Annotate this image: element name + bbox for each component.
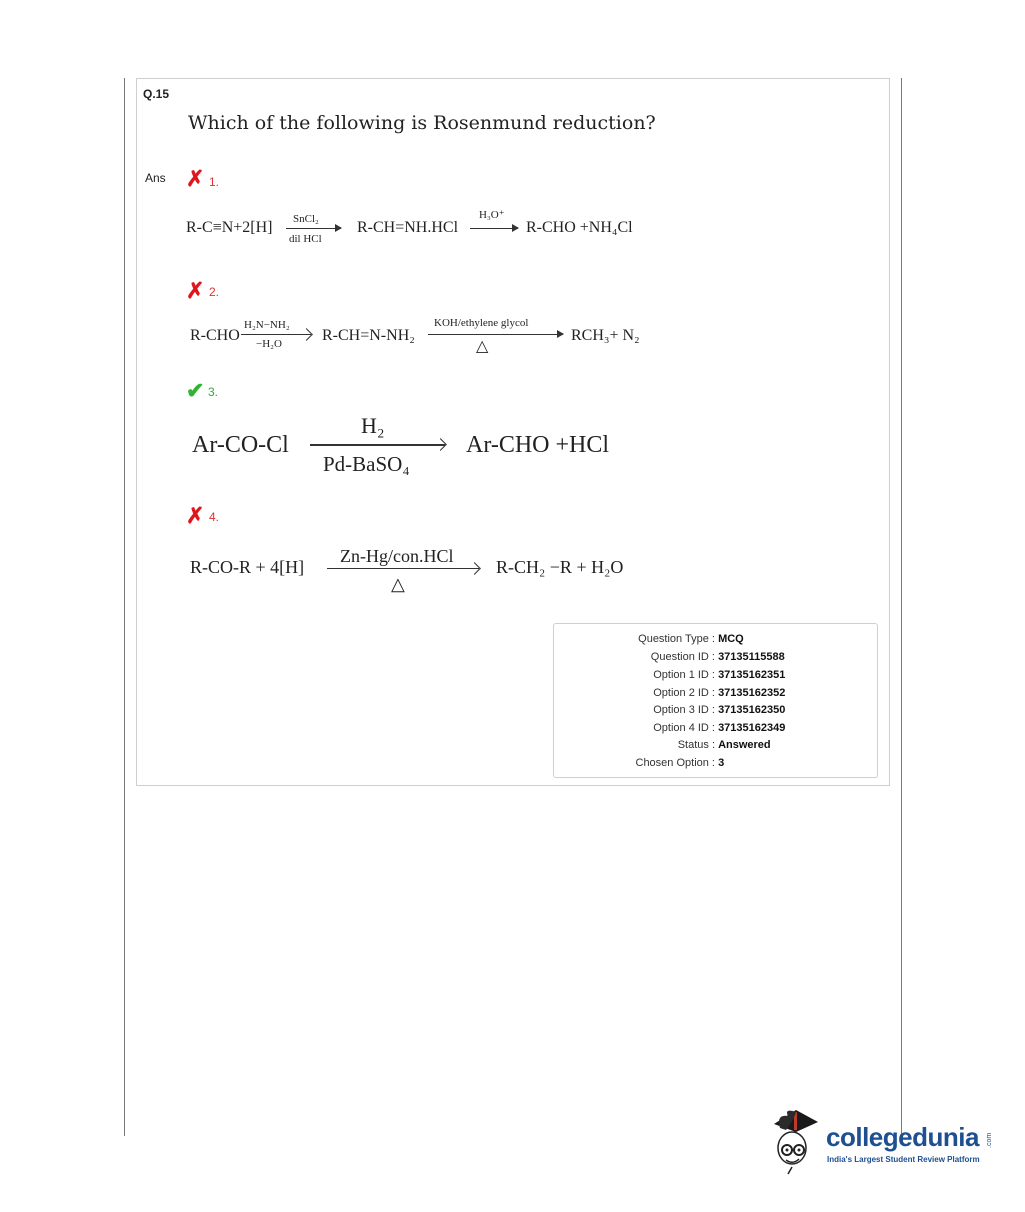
reactant: R-CHO bbox=[190, 327, 240, 344]
product: R-CHO +NH₄Cl bbox=[526, 219, 633, 236]
ans-label: Ans bbox=[145, 171, 166, 185]
question-info-box bbox=[553, 623, 878, 778]
reagent-top: H₂ bbox=[361, 413, 385, 438]
info-option4-id: Option 4 ID : 37135162349 bbox=[653, 722, 786, 734]
info-question-type: Question Type : MCQ bbox=[638, 633, 744, 645]
product: Ar-CHO +HCl bbox=[466, 432, 610, 458]
heat-icon: △ bbox=[391, 574, 405, 594]
reagent-top: SnCl₂ bbox=[293, 213, 319, 225]
intermediate: R-CH=NH.HCl bbox=[357, 219, 459, 236]
cross-icon: ✗ bbox=[186, 166, 205, 191]
info-option2-id: Option 2 ID : 37135162352 bbox=[653, 687, 786, 699]
logo-suffix: .com bbox=[986, 1132, 993, 1148]
check-icon: ✔ bbox=[186, 378, 205, 403]
reactant: Ar-CO-Cl bbox=[192, 432, 289, 458]
reagent-top-2: KOH/ethylene glycol bbox=[434, 317, 529, 329]
info-status: Status : Answered bbox=[677, 739, 771, 751]
reactant: R-CO-R + 4[H] bbox=[190, 557, 305, 577]
reaction-arrow-2 bbox=[428, 334, 563, 335]
reagent-top: Zn-Hg/con.HCl bbox=[340, 546, 454, 566]
reaction-arrow bbox=[286, 228, 341, 229]
question-text: Which of the following is Rosenmund reduction? bbox=[188, 112, 656, 134]
reactant: R-C≡N+2[H] bbox=[186, 219, 273, 236]
logo-text: collegedunia bbox=[826, 1122, 979, 1152]
option-number: 1. bbox=[209, 175, 220, 189]
reagent-bottom: Pd-BaSO₄ bbox=[323, 452, 410, 476]
intermediate: R-CH=N-NH₂ bbox=[322, 327, 415, 344]
product: RCH₃+ N₂ bbox=[571, 327, 640, 344]
info-option3-id: Option 3 ID : 37135162350 bbox=[653, 704, 786, 716]
reaction-arrow bbox=[327, 568, 479, 569]
option-number: 3. bbox=[208, 385, 219, 399]
reaction-arrow bbox=[310, 444, 445, 446]
cross-icon: ✗ bbox=[186, 503, 205, 528]
reagent-top-2: H₃O⁺ bbox=[479, 209, 505, 221]
question-number: Q.15 bbox=[143, 87, 170, 101]
reaction-arrow-2 bbox=[470, 228, 518, 229]
info-option1-id: Option 1 ID : 37135162351 bbox=[653, 669, 786, 681]
left-margin-line bbox=[124, 78, 125, 1136]
right-margin-line bbox=[901, 78, 902, 1136]
product: R-CH₂ −R + H₂O bbox=[496, 557, 624, 577]
option-number: 4. bbox=[209, 510, 220, 524]
option-number: 2. bbox=[209, 285, 220, 299]
reagent-bottom: dil HCl bbox=[289, 233, 322, 245]
heat-icon: △ bbox=[476, 338, 489, 355]
logo-tagline: India's Largest Student Review Platform bbox=[827, 1155, 980, 1164]
mascot-icon bbox=[766, 1104, 824, 1176]
reaction-arrow bbox=[241, 334, 311, 335]
reagent-bottom: −H₂O bbox=[256, 338, 282, 350]
cross-icon: ✗ bbox=[186, 278, 205, 303]
reagent-top: H₂N−NH₂ bbox=[244, 319, 290, 331]
info-chosen-option: Chosen Option : 3 bbox=[635, 757, 725, 769]
info-question-id: Question ID : 37135115588 bbox=[650, 651, 785, 663]
